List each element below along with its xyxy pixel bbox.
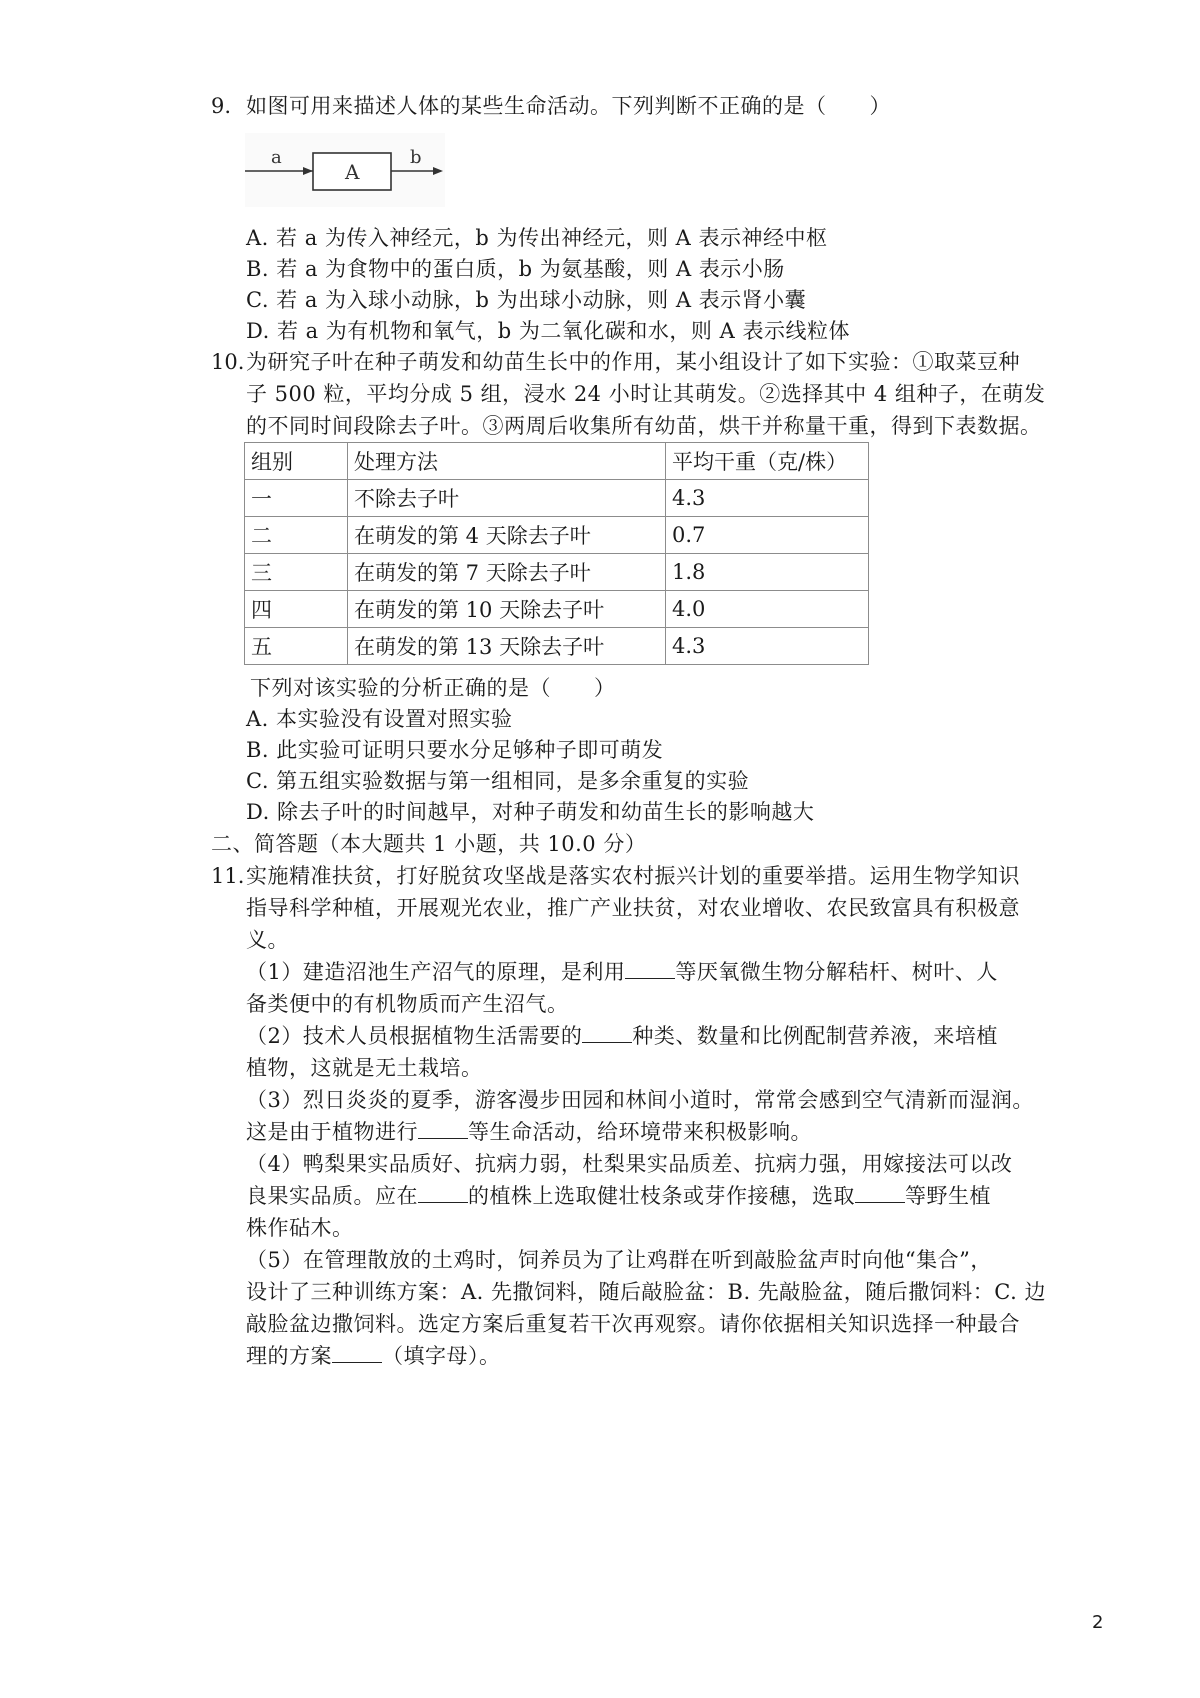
question-10-stem-line-3: 的不同时间段除去子叶。③两周后收集所有幼苗，烘干并称量干重，得到下表数据。 [246, 414, 1042, 438]
q9-option-a: A. 若 a 为传入神经元，b 为传出神经元，则 A 表示神经中枢 [246, 226, 828, 250]
subquestion-2-line-2: 植物，这就是无土栽培。 [246, 1056, 483, 1080]
table-cell: 一 [245, 480, 348, 517]
question-9-number: 9. [211, 94, 232, 118]
subquestion-4-line-2 [246, 1180, 991, 1212]
table-cell: 4.3 [666, 480, 869, 517]
question-11-stem-line-2: 指导科学种植，开展观光农业，推广产业扶贫，对农业增收、农民致富具有积极意 [246, 896, 1020, 920]
subquestion-1-line-1 [246, 956, 998, 988]
table-row [245, 554, 869, 591]
q10-option-b: B. 此实验可证明只要水分足够种子即可萌发 [246, 738, 664, 762]
subquestion-1-text: （1）建造沼池生产沼气的原理，是利用 [246, 960, 626, 984]
subquestion-4-text: 良果实品质。应在 [246, 1184, 418, 1208]
results-table [244, 442, 869, 665]
subquestion-4-line-3: 株作砧木。 [246, 1216, 354, 1240]
q10-option-c: C. 第五组实验数据与第一组相同，是多余重复的实验 [246, 769, 750, 793]
q9-option-c: C. 若 a 为入球小动脉，b 为出球小动脉，则 A 表示肾小囊 [246, 288, 807, 312]
table-cell: 四 [245, 591, 348, 628]
subquestion-2-text: 种类、数量和比例配制营养液，来培植 [632, 1024, 998, 1048]
q9-option-b: B. 若 a 为食物中的蛋白质，b 为氨基酸，则 A 表示小肠 [246, 257, 785, 281]
question-10-prompt: 下列对该实验的分析正确的是（ ） [250, 676, 616, 700]
answer-blank[interactable] [418, 1118, 468, 1139]
subquestion-3-text: 这是由于植物进行 [246, 1120, 418, 1144]
subquestion-2-line-1 [246, 1020, 998, 1052]
table-cell: 在萌发的第 7 天除去子叶 [348, 554, 666, 591]
question-10-stem-line-2: 子 500 粒，平均分成 5 组，浸水 24 小时让其萌发。②选择其中 4 组种子，在萌发 [246, 382, 1046, 406]
question-10-number: 10. [211, 350, 245, 374]
subquestion-1-text: 等厌氧微生物分解秸杆、树叶、人 [675, 960, 998, 984]
q10-option-a: A. 本实验没有设置对照实验 [246, 707, 513, 731]
subquestion-5-text: （填字母）。 [382, 1344, 501, 1368]
subquestion-3-line-1: （3）烈日炎炎的夏季，游客漫步田园和林间小道时，常常会感到空气清新而湿润。 [246, 1088, 1034, 1112]
subquestion-5-line-4 [246, 1340, 501, 1372]
subquestion-2-text: （2）技术人员根据植物生活需要的 [246, 1024, 583, 1048]
table-row [245, 480, 869, 517]
subquestion-4-line-1: （4）鸭梨果实品质好、抗病力弱，杜梨果实品质差、抗病力强，用嫁接法可以改 [246, 1152, 1013, 1176]
question-11-stem-line-3: 义。 [246, 928, 289, 952]
table-cell: 在萌发的第 4 天除去子叶 [348, 517, 666, 554]
q9-option-d: D. 若 a 为有机物和氧气，b 为二氧化碳和水，则 A 表示线粒体 [246, 319, 850, 343]
diagram-label-a: a [271, 147, 282, 168]
table-cell: 0.7 [666, 517, 869, 554]
question-11-stem-line-1: 实施精准扶贫，打好脱贫攻坚战是落实农村振兴计划的重要举措。运用生物学知识 [246, 864, 1020, 888]
subquestion-3-text: 等生命活动，给环境带来积极影响。 [468, 1120, 812, 1144]
table-row [245, 628, 869, 665]
question-9-stem: 如图可用来描述人体的某些生命活动。下列判断不正确的是（ ） [246, 94, 891, 118]
subquestion-1-line-2: 备类便中的有机物质而产生沼气。 [246, 992, 569, 1016]
table-cell: 1.8 [666, 554, 869, 591]
process-diagram [245, 133, 445, 207]
diagram-label-A: A [345, 160, 360, 184]
subquestion-5-text: 理的方案 [246, 1344, 332, 1368]
table-header-cell: 组别 [245, 443, 348, 480]
q10-option-d: D. 除去子叶的时间越早，对种子萌发和幼苗生长的影响越大 [246, 800, 815, 824]
subquestion-5-line-3: 敲脸盆边撒饲料。选定方案后重复若干次再观察。请你依据相关知识选择一种最合 [246, 1312, 1020, 1336]
subquestion-3-line-2 [246, 1116, 812, 1148]
table-cell: 三 [245, 554, 348, 591]
page-number: 2 [1092, 1612, 1104, 1633]
table-cell: 在萌发的第 13 天除去子叶 [348, 628, 666, 665]
table-row [245, 517, 869, 554]
answer-blank[interactable] [855, 1182, 905, 1203]
table-header-row [245, 443, 869, 480]
subquestion-5-line-2: 设计了三种训练方案：A. 先撒饲料，随后敲脸盆：B. 先敲脸盆，随后撒饲料：C. 边 [246, 1280, 1046, 1304]
question-11-number: 11. [211, 864, 245, 888]
table-header-cell: 平均干重（克/株） [666, 443, 869, 480]
answer-blank[interactable] [582, 1022, 632, 1043]
answer-blank[interactable] [625, 958, 675, 979]
diagram-label-b: b [410, 147, 422, 168]
table-row [245, 591, 869, 628]
answer-blank[interactable] [418, 1182, 468, 1203]
table-cell: 在萌发的第 10 天除去子叶 [348, 591, 666, 628]
table-cell: 二 [245, 517, 348, 554]
section-heading: 二、简答题（本大题共 1 小题，共 10.0 分） [211, 832, 647, 856]
question-10-stem-line-1: 为研究子叶在种子萌发和幼苗生长中的作用，某小组设计了如下实验：①取菜豆种 [246, 350, 1020, 374]
table-header-cell: 处理方法 [348, 443, 666, 480]
table-cell: 4.3 [666, 628, 869, 665]
subquestion-5-line-1: （5）在管理散放的土鸡时，饲养员为了让鸡群在听到敲脸盆声时向他“集合”， [246, 1248, 992, 1272]
table-cell: 五 [245, 628, 348, 665]
subquestion-4-text: 的植株上选取健壮枝条或芽作接穗，选取 [468, 1184, 855, 1208]
answer-blank[interactable] [332, 1342, 382, 1363]
table-cell: 不除去子叶 [348, 480, 666, 517]
table-cell: 4.0 [666, 591, 869, 628]
subquestion-4-text: 等野生植 [905, 1184, 991, 1208]
